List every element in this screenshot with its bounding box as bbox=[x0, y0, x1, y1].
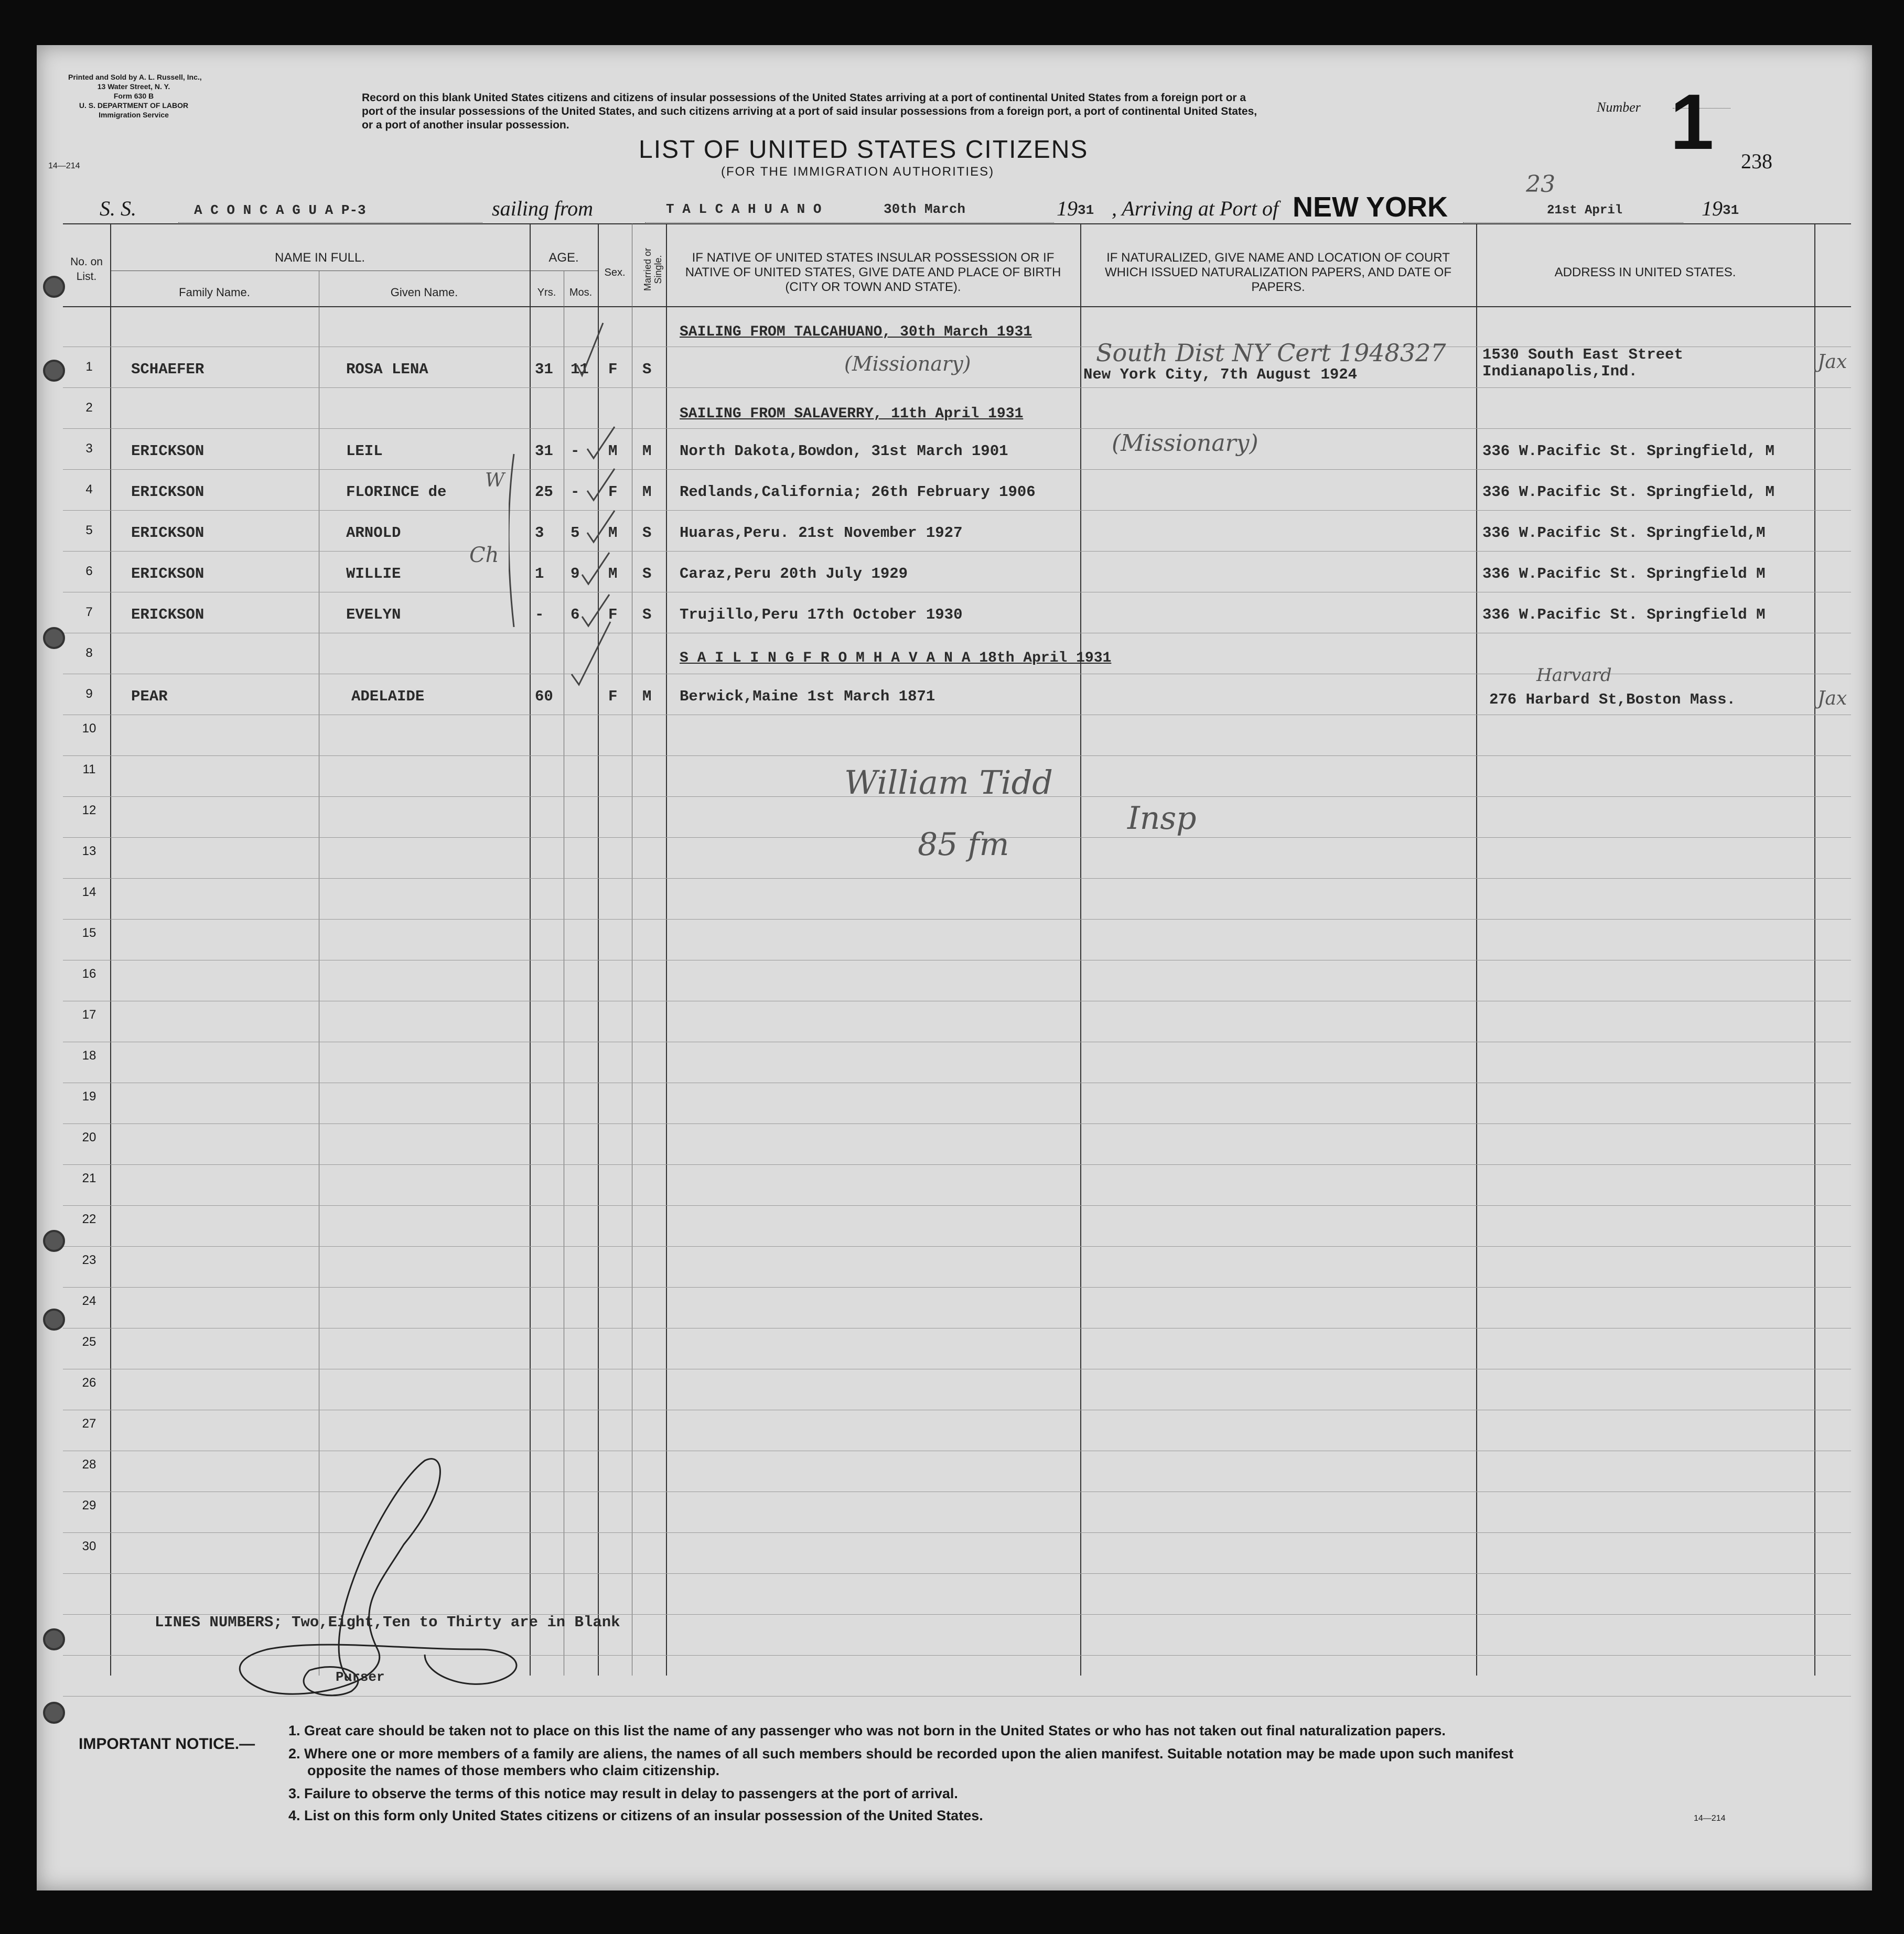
marital-status: S bbox=[642, 606, 652, 623]
family-name: ERICKSON bbox=[131, 442, 205, 460]
punch-hole bbox=[43, 1309, 65, 1331]
given-name: EVELYN bbox=[346, 606, 401, 623]
family-name: PEAR bbox=[131, 688, 168, 705]
notice-item: opposite the names of those members who claim citizenship. bbox=[307, 1763, 720, 1778]
column-divider bbox=[1814, 223, 1815, 1676]
naturalization-court: New York City, 7th August 1924 bbox=[1083, 366, 1358, 383]
row-number: 17 bbox=[82, 1008, 96, 1022]
dotted-line bbox=[645, 222, 1054, 223]
row-number: 29 bbox=[82, 1498, 96, 1512]
punch-hole bbox=[43, 627, 65, 649]
place-date-of-birth: Trujillo,Peru 17th October 1930 bbox=[680, 606, 963, 623]
header-yrs: Yrs. bbox=[537, 287, 556, 298]
handwritten-initials: Jax bbox=[1817, 688, 1847, 709]
notice-heading: IMPORTANT NOTICE.— bbox=[79, 1735, 255, 1753]
stamp-number: 238 bbox=[1741, 149, 1772, 173]
family-name: ERICKSON bbox=[131, 483, 205, 501]
age-years: 3 bbox=[535, 524, 544, 542]
purser-label: Purser bbox=[336, 1669, 385, 1685]
notice-item: 2. Where one or more members of a family are aliens, the names of all such members should be recorded upon the alien manifest. Suitable notation may be made upon such manifest bbox=[288, 1746, 1514, 1762]
family-name: SCHAEFER bbox=[131, 361, 205, 378]
row-number: 7 bbox=[85, 605, 93, 619]
dotted-line bbox=[1463, 222, 1683, 223]
handwritten-mark: W bbox=[485, 470, 505, 491]
sex: M bbox=[608, 524, 618, 542]
row-number: 15 bbox=[82, 926, 96, 940]
sex: F bbox=[608, 483, 618, 501]
row-number: 11 bbox=[82, 762, 96, 776]
check-mark-icon bbox=[587, 469, 618, 501]
section-sailing-salaverry: SAILING FROM SALAVERRY, 11th April 1931 bbox=[680, 406, 1024, 422]
marital-status: M bbox=[642, 688, 652, 705]
check-mark-icon bbox=[587, 511, 618, 542]
date-from: 30th March bbox=[884, 201, 966, 217]
ss-label: S. S. bbox=[100, 197, 136, 220]
age-years: 1 bbox=[535, 565, 544, 582]
place-date-of-birth: Huaras,Peru. 21st November 1927 bbox=[680, 524, 963, 542]
place-date-of-birth: North Dakota,Bowdon, 31st March 1901 bbox=[680, 442, 1008, 460]
handwritten-mark: Ch bbox=[469, 543, 499, 567]
section-sailing-havana: S A I L I N G F R O M H A V A N A 18th April 1931 bbox=[680, 650, 1112, 666]
header-given-name: Given Name. bbox=[390, 286, 458, 299]
check-marks bbox=[509, 318, 708, 695]
given-name: FLORINCE de bbox=[346, 483, 447, 501]
sex: F bbox=[608, 361, 618, 378]
row-number: 19 bbox=[82, 1089, 96, 1104]
row-rule bbox=[63, 551, 1851, 552]
given-name: ROSA LENA bbox=[346, 361, 428, 378]
sailing-from-label: sailing from bbox=[492, 197, 593, 220]
form-code-top: 14—214 bbox=[48, 161, 80, 170]
printer-imprint bbox=[68, 72, 202, 120]
row-rule bbox=[63, 919, 1851, 920]
check-mark-icon bbox=[582, 595, 609, 626]
family-name: ERICKSON bbox=[131, 524, 205, 542]
instruction-text bbox=[362, 91, 1257, 132]
given-name: ADELAIDE bbox=[351, 688, 425, 705]
row-number: 22 bbox=[82, 1212, 96, 1226]
punch-hole bbox=[43, 1230, 65, 1252]
section-sailing-talcahuano: SAILING FROM TALCAHUANO, 30th March 1931 bbox=[680, 324, 1032, 340]
place-date-of-birth: Berwick,Maine 1st March 1871 bbox=[680, 688, 935, 705]
row-rule bbox=[63, 1246, 1851, 1247]
notice-item: 4. List on this form only United States citizens or citizens of an insular possession of the United States. bbox=[288, 1808, 983, 1823]
port-from: T A L C A H U A N O bbox=[666, 201, 822, 217]
check-mark-icon bbox=[582, 553, 609, 584]
row-number: 5 bbox=[85, 523, 93, 537]
date-correction-handwritten: 23 bbox=[1526, 171, 1555, 198]
year-suffix-1: 31 bbox=[1078, 202, 1094, 218]
marital-status: M bbox=[642, 483, 652, 501]
row-rule bbox=[63, 1287, 1851, 1288]
column-divider bbox=[1476, 223, 1477, 1676]
age-months: 6 bbox=[571, 606, 580, 623]
port-to: NEW YORK bbox=[1293, 191, 1448, 223]
age-months: 9 bbox=[571, 565, 580, 582]
sex: M bbox=[608, 442, 618, 460]
marital-status: S bbox=[642, 565, 652, 582]
row-number: 16 bbox=[82, 967, 96, 981]
given-name: ARNOLD bbox=[346, 524, 401, 542]
address-line-2: Indianapolis,Ind. bbox=[1482, 363, 1638, 380]
row-rule bbox=[63, 755, 1851, 756]
row-number: 30 bbox=[82, 1539, 96, 1553]
column-divider bbox=[110, 223, 111, 1676]
brace-mark bbox=[509, 454, 514, 627]
header-native: IF NATIVE OF UNITED STATES INSULAR POSSESSION OR IF NATIVE OF UNITED STATES, GIVE DATE AND PLACE OF BIRTH (CITY OR TOWN AND STATE). bbox=[685, 251, 1061, 294]
column-divider bbox=[1080, 223, 1081, 1676]
header-no-on-list: No. on List. bbox=[70, 256, 103, 283]
header-family-name: Family Name. bbox=[179, 286, 250, 299]
row-number: 8 bbox=[85, 646, 93, 660]
printer-line: 13 Water Street, N. Y. bbox=[97, 82, 170, 91]
age-years: 60 bbox=[535, 688, 553, 705]
handwritten-missionary: (Missionary) bbox=[1112, 430, 1258, 457]
handwritten-note: 85 fm bbox=[918, 826, 1009, 863]
number-label: Number bbox=[1597, 100, 1641, 115]
header-age: AGE. bbox=[548, 251, 579, 265]
row-rule bbox=[63, 387, 1851, 388]
place-date-of-birth: Caraz,Peru 20th July 1929 bbox=[680, 565, 908, 582]
address-line-1: 336 W.Pacific St. Springfield, M bbox=[1482, 442, 1774, 460]
row-rule bbox=[63, 469, 1851, 470]
row-rule bbox=[63, 878, 1851, 879]
year-prefix-1: 19 bbox=[1057, 197, 1078, 220]
check-mark-icon bbox=[572, 622, 610, 685]
instruction-line: Record on this blank United States citizens and citizens of insular possessions of the United States arriving at a port of continental United States from a foreign port or a bbox=[362, 92, 1246, 104]
row-number: 4 bbox=[85, 482, 93, 496]
table-top-border bbox=[63, 223, 1851, 224]
year-suffix-2: 31 bbox=[1723, 202, 1739, 218]
row-number: 3 bbox=[85, 441, 93, 456]
row-number: 26 bbox=[82, 1376, 96, 1390]
age-months: - bbox=[571, 483, 580, 501]
header-bottom-border bbox=[63, 306, 1851, 307]
handwritten-certificate: South Dist NY Cert 1948327 bbox=[1096, 339, 1446, 367]
sex: F bbox=[608, 606, 618, 623]
given-name: LEIL bbox=[346, 442, 383, 460]
row-number: 18 bbox=[82, 1049, 96, 1063]
handwritten-missionary: (Missionary) bbox=[844, 352, 971, 375]
age-years: 31 bbox=[535, 442, 553, 460]
row-number: 6 bbox=[85, 564, 93, 578]
handwritten-initials: Jax bbox=[1817, 351, 1847, 373]
address-line-1: 336 W.Pacific St. Springfield,M bbox=[1482, 524, 1766, 542]
header-mos: Mos. bbox=[569, 287, 593, 298]
punch-hole bbox=[43, 1628, 65, 1650]
purser-signature-flourish bbox=[205, 1429, 572, 1723]
age-years: - bbox=[535, 606, 544, 623]
row-number: 20 bbox=[82, 1130, 96, 1144]
age-years: 25 bbox=[535, 483, 553, 501]
age-months: - bbox=[571, 442, 580, 460]
row-number: 14 bbox=[82, 885, 96, 899]
check-mark-icon bbox=[587, 427, 618, 460]
row-number: 2 bbox=[85, 401, 93, 415]
printer-line: Immigration Service bbox=[99, 111, 169, 119]
row-rule bbox=[63, 1164, 1851, 1165]
year-prefix-2: 19 bbox=[1702, 197, 1723, 220]
row-number: 24 bbox=[82, 1294, 96, 1308]
place-date-of-birth: Redlands,California; 26th February 1906 bbox=[680, 483, 1036, 501]
marital-status: M bbox=[642, 442, 652, 460]
age-months: 11 bbox=[571, 361, 589, 378]
row-number: 21 bbox=[82, 1171, 96, 1185]
check-mark-icon bbox=[577, 323, 603, 375]
header-sex: Sex. bbox=[604, 267, 626, 278]
address-line-1: 336 W.Pacific St. Springfield M bbox=[1482, 606, 1766, 623]
handwritten-signature: William Tidd bbox=[844, 763, 1053, 802]
row-number: 25 bbox=[82, 1335, 96, 1349]
family-name: ERICKSON bbox=[131, 565, 205, 582]
address-line-1: 336 W.Pacific St. Springfield, M bbox=[1482, 483, 1774, 501]
row-number: 1 bbox=[85, 360, 93, 374]
row-number: 12 bbox=[82, 803, 96, 817]
notice-item: 3. Failure to observe the terms of this notice may result in delay to passengers at the port of arrival. bbox=[288, 1786, 958, 1801]
marital-status: S bbox=[642, 524, 652, 542]
row-number: 13 bbox=[82, 844, 96, 858]
row-rule bbox=[63, 510, 1851, 511]
number-value: 1 bbox=[1670, 78, 1714, 166]
row-number: 27 bbox=[82, 1417, 96, 1431]
instruction-line: or a port of another insular possession. bbox=[362, 119, 569, 131]
row-number: 23 bbox=[82, 1253, 96, 1267]
family-name: ERICKSON bbox=[131, 606, 205, 623]
address-line-1: 276 Harbard St,Boston Mass. bbox=[1489, 691, 1736, 708]
given-name: WILLIE bbox=[346, 565, 401, 582]
blank-lines-note: LINES NUMBERS; Two,Eight,Ten to Thirty are in Blank bbox=[155, 1614, 620, 1631]
punch-hole bbox=[43, 276, 65, 298]
address-line-1: 1530 South East Street bbox=[1482, 346, 1683, 363]
row-rule bbox=[63, 1123, 1851, 1124]
punch-hole bbox=[43, 360, 65, 382]
ship-name: A C O N C A G U A P-3 bbox=[194, 202, 366, 218]
manifest-page bbox=[37, 45, 1872, 1890]
dotted-line bbox=[178, 222, 482, 223]
row-number: 10 bbox=[82, 721, 96, 736]
printer-line: U. S. DEPARTMENT OF LABOR bbox=[79, 101, 189, 110]
notice-item: 1. Great care should be taken not to place on this list the name of any passenger who was not born in the United States or who has not taken out final naturalization papers. bbox=[288, 1723, 1446, 1738]
sex: F bbox=[608, 688, 618, 705]
page-subtitle: (FOR THE IMMIGRATION AUTHORITIES) bbox=[721, 165, 995, 179]
form-code-bottom: 14—214 bbox=[1694, 1814, 1726, 1823]
header-naturalized: IF NATURALIZED, GIVE NAME AND LOCATION OF COURT WHICH ISSUED NATURALIZATION PAPERS, AND DATE OF PAPERS. bbox=[1105, 251, 1451, 294]
address-correction-handwritten: Harvard bbox=[1536, 665, 1612, 686]
header-address: ADDRESS IN UNITED STATES. bbox=[1554, 265, 1736, 279]
handwritten-insp: Insp bbox=[1127, 800, 1197, 837]
printer-line: Form 630 B bbox=[113, 92, 154, 100]
row-number: 28 bbox=[82, 1457, 96, 1472]
row-rule bbox=[63, 1205, 1851, 1206]
row-number: 9 bbox=[85, 687, 93, 701]
instruction-line: port of the insular possessions of the United States, and such citizens arriving at a port of said insular possessions from a foreign port, a port of continental United States, bbox=[362, 105, 1257, 117]
marital-status: S bbox=[642, 361, 652, 378]
age-years: 31 bbox=[535, 361, 553, 378]
header-name-in-full: NAME IN FULL. bbox=[274, 251, 365, 265]
arriving-label: , Arriving at Port of bbox=[1112, 197, 1279, 220]
sex: M bbox=[608, 565, 618, 582]
age-months: 5 bbox=[571, 524, 580, 542]
punch-hole bbox=[43, 1702, 65, 1724]
address-line-1: 336 W.Pacific St. Springfield M bbox=[1482, 565, 1766, 582]
row-rule bbox=[63, 428, 1851, 429]
page-title: LIST OF UNITED STATES CITIZENS bbox=[639, 136, 1089, 164]
header-married-single: Married or Single. bbox=[642, 247, 663, 291]
printer-line: Printed and Sold by A. L. Russell, Inc., bbox=[68, 73, 202, 81]
date-to: 21st April bbox=[1547, 203, 1623, 218]
